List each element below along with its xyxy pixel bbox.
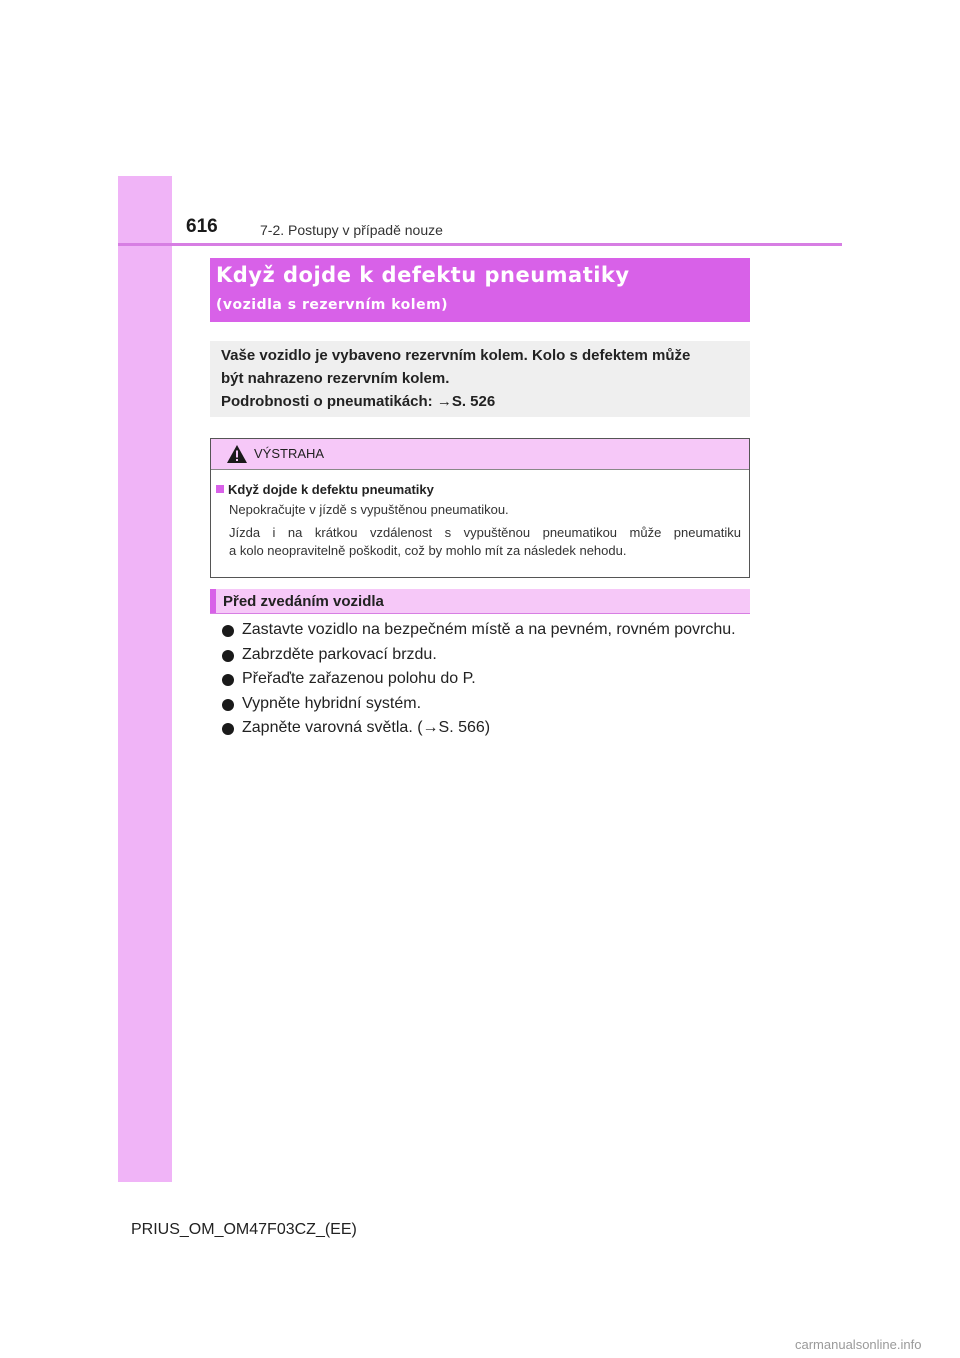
document-id: PRIUS_OM_OM47F03CZ_(EE) — [131, 1221, 357, 1238]
section-title: 7-2. Postupy v případě nouze — [260, 222, 443, 238]
warning-triangle-icon — [226, 444, 248, 464]
square-bullet-icon — [216, 485, 224, 493]
bullet-icon — [222, 674, 234, 686]
bullet-icon — [222, 625, 234, 637]
subsection-title: Před zvedáním vozidla — [223, 593, 384, 610]
page-title: Když dojde k defektu pneumatiky — [216, 263, 630, 287]
page-number: 616 — [186, 216, 218, 237]
bullet-icon — [222, 650, 234, 662]
warning-header — [211, 439, 749, 470]
warning-text: Jízda i na krátkou vzdálenost s vypuštěnou pneumatikou může pneumatiku — [229, 525, 741, 540]
intro-line: být nahrazeno rezervním kolem. — [221, 370, 450, 387]
warning-label: VÝSTRAHA — [254, 446, 325, 461]
subsection-heading — [210, 589, 750, 614]
intro-box — [210, 341, 750, 417]
intro-line: Vaše vozidlo je vybaveno rezervním kolem. Kolo s defektem může — [221, 347, 691, 364]
bullet-icon — [222, 723, 234, 735]
warning-text: a kolo neopravitelně poškodit, což by mohlo mít za následek nehodu. — [229, 543, 627, 558]
header-divider — [118, 243, 842, 246]
bullet-icon — [222, 699, 234, 711]
warning-text: Nepokračujte v jízdě s vypuštěnou pneumatikou. — [229, 502, 509, 517]
warning-box — [210, 438, 750, 578]
intro-line: Podrobnosti o pneumatikách: →S. 526 — [221, 393, 496, 410]
warning-subheading: Když dojde k defektu pneumatiky — [228, 482, 434, 497]
page-subtitle: (vozidla s rezervním kolem) — [216, 297, 449, 313]
watermark: carmanualsonline.info — [795, 1337, 922, 1352]
subsection-accent-bar — [210, 589, 216, 613]
title-banner — [210, 258, 750, 322]
chapter-sidebar — [118, 176, 172, 1182]
